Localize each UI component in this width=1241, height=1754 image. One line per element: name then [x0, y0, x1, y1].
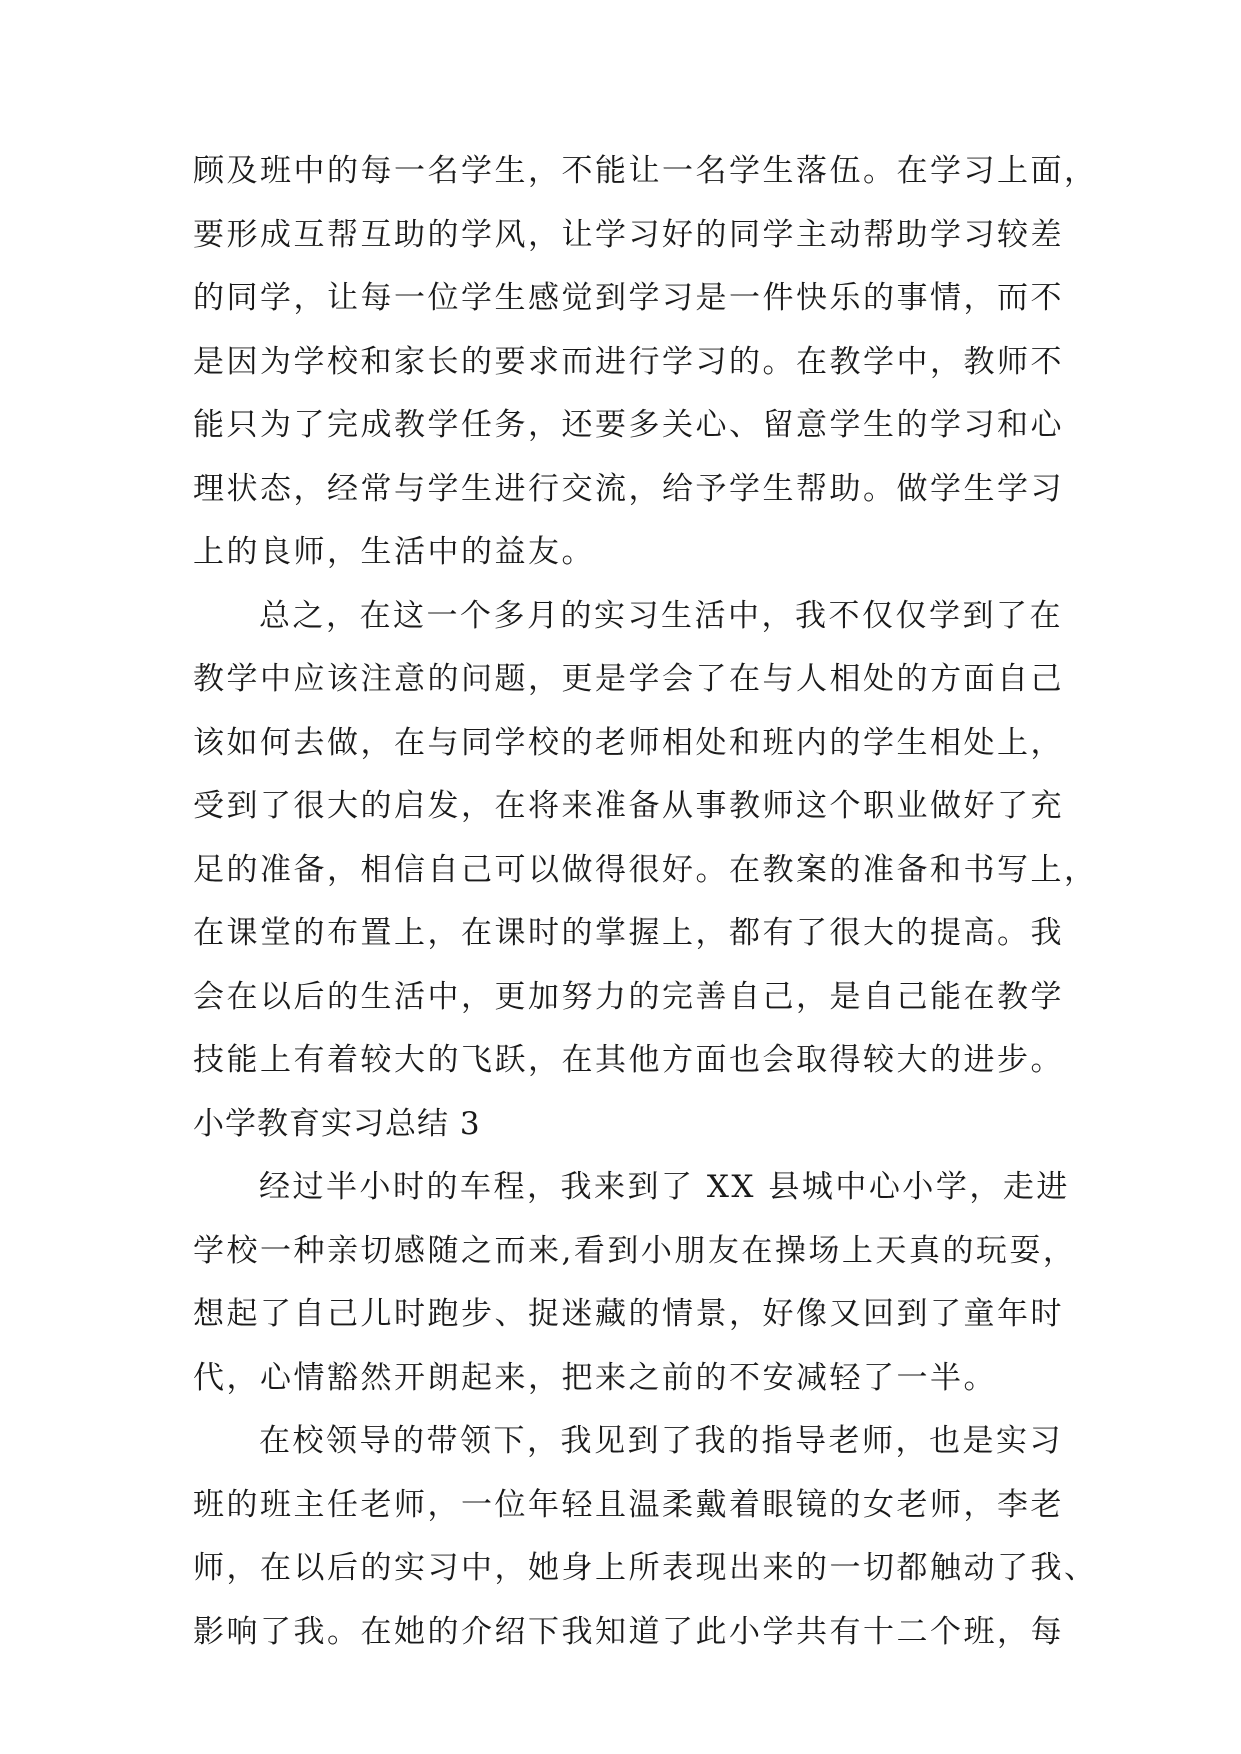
heading-text: 小学教育实习总结 3 [193, 1105, 481, 1142]
text-line: 在校领导的带领下，我见到了我的指导老师，也是实习 [259, 1423, 1063, 1459]
text-line: 是因为学校和家长的要求而进行学习的。在教学中，教师不 [193, 343, 1064, 380]
text-line: 该如何去做，在与同学校的老师相处和班内的学生相处上， [193, 724, 1064, 761]
text-line: 受到了很大的启发，在将来准备从事教师这个职业做好了充 [193, 788, 1064, 824]
text-line: 想起了自己儿时跑步、捉迷藏的情景，好像又回到了童年时 [193, 1296, 1064, 1332]
text-line: 顾及班中的每一名学生，不能让一名学生落伍。在学习上面， [193, 153, 1098, 189]
text-line: 会在以后的生活中，更加努力的完善自己，是自己能在教学 [193, 978, 1064, 1015]
text-line: 技能上有着较大的飞跃，在其他方面也会取得较大的进步。 [193, 1042, 1064, 1078]
document-page [193, 140, 1098, 1664]
text-line: 能只为了完成教学任务，还要多关心、留意学生的学习和心 [193, 407, 1064, 443]
text-line: 理状态，经常与学生进行交流，给予学生帮助。做学生学习 [193, 470, 1064, 507]
text-line: 经过半小时的车程，我来到了 XX 县城中心小学，走进 [259, 1169, 1070, 1205]
text-line: 学校一种亲切感随之而来,看到小朋友在操场上天真的玩耍， [193, 1232, 1077, 1269]
text-line: 代，心情豁然开朗起来，把来之前的不安减轻了一半。 [193, 1359, 997, 1396]
text-line: 要形成互帮互助的学风，让学习好的同学主动帮助学习较差 [193, 216, 1064, 253]
text-line: 师，在以后的实习中，她身上所表现出来的一切都触动了我、 [193, 1550, 1098, 1586]
text-line: 上的良师，生活中的益友。 [193, 534, 595, 570]
text-line: 的同学，让每一位学生感觉到学习是一件快乐的事情，而不 [193, 280, 1064, 316]
text-line: 班的班主任老师，一位年轻且温柔戴着眼镜的女老师，李老 [193, 1486, 1064, 1523]
text-line: 足的准备，相信自己可以做得很好。在教案的准备和书写上， [193, 851, 1098, 888]
paragraph [193, 140, 1098, 585]
paragraph [193, 1156, 1077, 1410]
section-heading [193, 1093, 1053, 1157]
text-line: 影响了我。在她的介绍下我知道了此小学共有十二个班，每 [193, 1613, 1064, 1650]
text-line: 教学中应该注意的问题，更是学会了在与人相处的方面自己 [193, 661, 1064, 697]
paragraph [193, 585, 1098, 1093]
text-line: 总之，在这一个多月的实习生活中，我不仅仅学到了在 [259, 597, 1063, 634]
text-line: 在课堂的布置上，在课时的掌握上，都有了很大的提高。我 [193, 915, 1064, 951]
paragraph [193, 1410, 1098, 1664]
